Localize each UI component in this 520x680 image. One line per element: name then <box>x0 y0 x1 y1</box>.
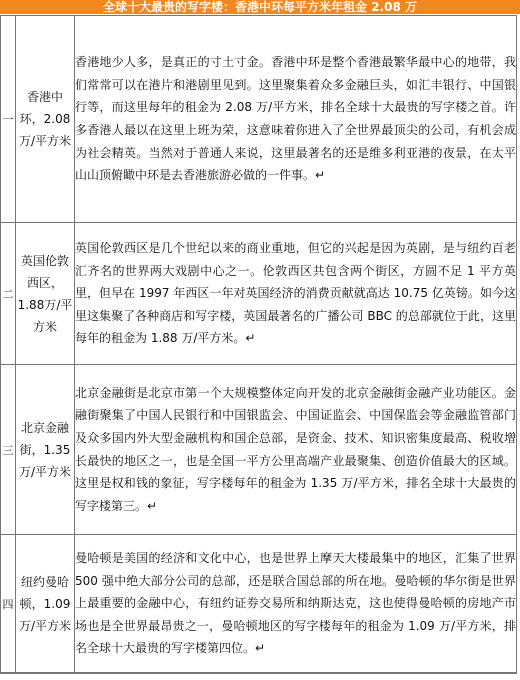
location-cell: 英国伦敦西区，1.88万/平方米 <box>16 223 75 365</box>
description-cell: 英国伦敦西区是几个世纪以来的商业重地，但它的兴起是因为英剧，是与纽约百老汇齐名的世界两大戏剧中心之一。伦敦西区共包含两个街区，方圆不足 1 平方英里，但早在 1997 年西区一年对英国经济的消费贡献就高达 10.75 亿英镑。如今这里这集聚了各种商店和写字楼，英国最著名的广播公司 BBC 的总部就位于此，这里每年的租金为 1.88 万/平方米。↵ <box>75 223 517 365</box>
table-row <box>1 365 517 535</box>
ranking-table <box>0 15 517 673</box>
table-row <box>1 535 517 673</box>
location-cell: 北京金融街，1.35万/平方米 <box>16 365 75 535</box>
rank-number: 四 <box>1 535 16 673</box>
rank-number: 三 <box>1 365 16 535</box>
page-title: 全球十大最贵的写字楼：香港中环每平方米年租金 2.08 万 <box>0 0 520 14</box>
table-row <box>1 223 517 365</box>
rank-number: 一 <box>1 16 16 223</box>
location-cell: 香港中环，2.08万/平方米 <box>16 16 75 223</box>
description-cell: 曼哈顿是美国的经济和文化中心，也是世界上摩天大楼最集中的地区，汇集了世界 500 强中绝大部分公司的总部，还是联合国总部的所在地。曼哈顿的华尔街是世界上最重要的金融中心，有纽约证券交易所和纳斯达克，这也使得曼哈顿的房地产市场也是全世界最昂贵之一，曼哈顿地区的写字楼每年的租金为 1.09 万/平方米，排名全球十大最贵的写字楼第四位。↵ <box>75 535 517 673</box>
table-row <box>1 16 517 223</box>
description-cell: 北京金融街是北京市第一个大规模整体定向开发的北京金融街金融产业功能区。金融街聚集了中国人民银行和中国银监会、中国证监会、中国保监会等金融监管部门及众多国内外大型金融机构和国企总部，是资金、技术、知识密集度最高、税收增长最快的地区之一，也是全国一平方公里高端产业最聚集、创造价值最大的区域。这里是权和钱的象征，写字楼每年的租金为 1.35 万/平方米，排名全球十大最贵的写字楼第三。↵ <box>75 365 517 535</box>
rank-number: 二 <box>1 223 16 365</box>
location-cell: 纽约曼哈顿，1.09万/平方米 <box>16 535 75 673</box>
table-bottom-rule <box>0 673 517 674</box>
description-cell: 香港地少人多，是真正的寸土寸金。香港中环是整个香港最繁华最中心的地带，我们常常可以在港片和港剧里见到。这里聚集着众多金融巨头，如汇丰银行、中国银行等，而这里每年的租金为 2.08 万/平方米，排名全球十大最贵的写字楼之首。许多香港人最以在这里上班为荣，这意味着你进入了全世界最顶尖的公司，有机会成为社会精英。当然对于普通人来说，这里最著名的还是维多利亚港的夜景，在太平山山顶俯瞰中环是去香港旅游必做的一件事。↵ <box>75 16 517 223</box>
